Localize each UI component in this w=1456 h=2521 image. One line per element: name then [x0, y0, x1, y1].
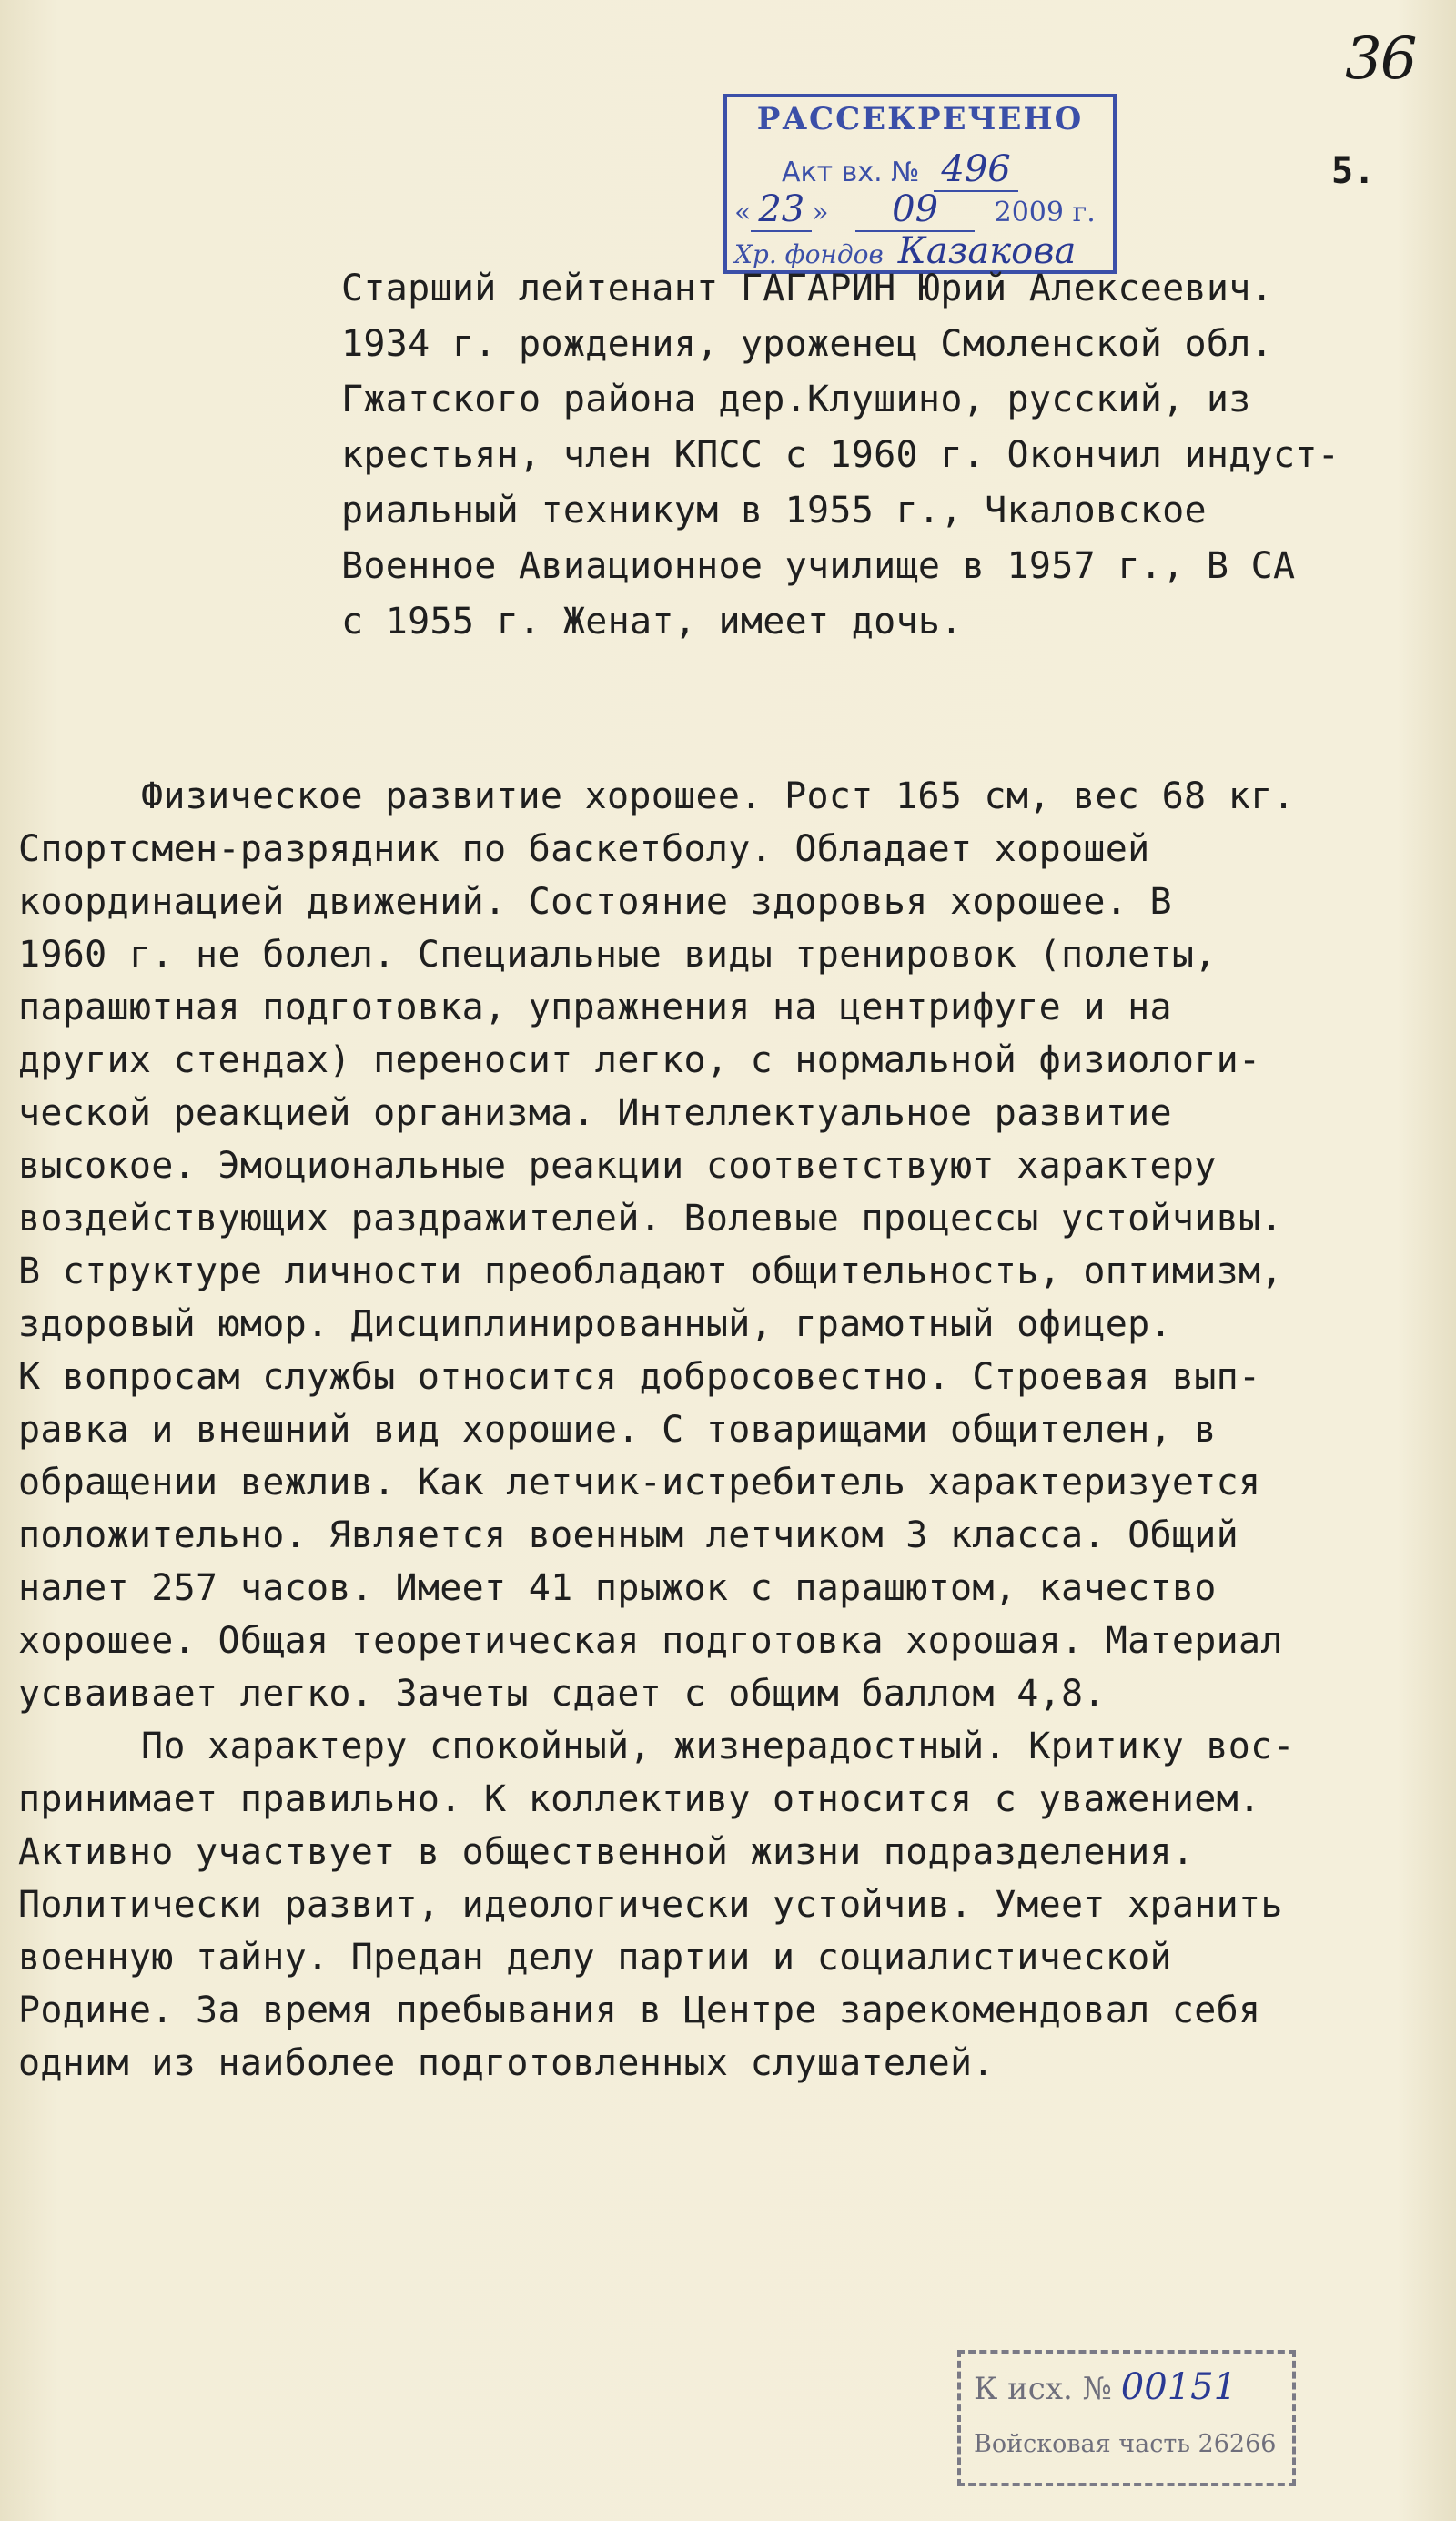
stamp-title: РАССЕКРЕЧЕНО	[756, 101, 1084, 137]
body-line: 1960 г. не болел. Специальные виды тренировок (полеты,	[18, 934, 1217, 976]
outgoing-number-row	[974, 2366, 1237, 2408]
stamp-act-row	[782, 148, 1018, 190]
header-line: Гжатского района дер.Клушино, русский, из	[341, 379, 1251, 420]
body-line: налет 257 часов. Имеет 41 прыжок с парашютом, качество	[18, 1567, 1217, 1609]
body-line: Спортсмен-разрядник по баскетболу. Обладает хорошей	[18, 828, 1150, 870]
stamp-date-close: »	[812, 197, 829, 228]
stamp-act-label: Акт вх. №	[782, 157, 920, 188]
body-line: здоровый юмор. Дисциплинированный, грамотный офицер.	[18, 1303, 1172, 1345]
body-line: В структуре личности преобладают общительность, оптимизм,	[18, 1250, 1283, 1292]
stamp-date-open: «	[734, 197, 752, 228]
body-line: Политически развит, идеологически устойчив. Умеет хранить	[18, 1884, 1283, 1926]
body-line: хорошее. Общая теоретическая подготовка хорошая. Материал	[18, 1620, 1283, 1662]
body-line: Родине. За время пребывания в Центре зарекомендовал себя	[18, 1989, 1261, 2031]
outgoing-number: 00151	[1120, 2366, 1238, 2408]
body-line: военную тайну. Предан делу партии и социалистической	[18, 1937, 1172, 1979]
body-line: других стендах) переносит легко, с нормальной физиологи-	[18, 1039, 1261, 1081]
stamp-month: 09	[855, 188, 975, 232]
body-line: К вопросам службы относится добросовестно. Строевая вып-	[18, 1356, 1261, 1398]
page-number: 5.	[1331, 150, 1376, 192]
body-line: положительно. Является военным летчиком 3 класса. Общий	[18, 1514, 1239, 1556]
outgoing-stamp	[957, 2350, 1296, 2486]
body-line: парашютная подготовка, упражнения на центрифуге и на	[18, 987, 1172, 1028]
header-line: Старший лейтенант ГАГАРИН Юрий Алексеевич.	[341, 268, 1274, 309]
body-line: Физическое развитие хорошее. Рост 165 см, вес 68 кг.	[141, 775, 1295, 817]
header-line: 1934 г. рождения, уроженец Смоленской обл.	[341, 323, 1274, 365]
body-line: высокое. Эмоциональные реакции соответствуют характеру	[18, 1145, 1217, 1187]
body-line: принимает правильно. К коллективу относится с уважением.	[18, 1778, 1261, 1820]
body-line: координацией движений. Состояние здоровья хорошее. В	[18, 881, 1172, 923]
body-line: По характеру спокойный, жизнерадостный. Критику вос-	[141, 1726, 1295, 1767]
header-line: крестьян, член КПСС с 1960 г. Окончил индуст-	[341, 434, 1340, 476]
stamp-keeper-signature: Казакова	[891, 230, 1084, 274]
stamp-keeper-row	[734, 230, 1083, 272]
body-line: ческой реакцией организма. Интеллектуальное развитие	[18, 1092, 1172, 1134]
stamp-keeper-label: Хр. фондов	[734, 239, 884, 269]
body-line: равка и внешний вид хорошие. С товарищами общителен, в	[18, 1409, 1217, 1451]
stamp-date-row	[734, 188, 1096, 230]
declassified-stamp	[723, 94, 1117, 274]
body-line: Активно участвует в общественной жизни подразделения.	[18, 1831, 1195, 1873]
header-line: риальный техникум в 1955 г., Чкаловское	[341, 490, 1207, 532]
military-unit-label: Войсковая часть 26266	[974, 2430, 1277, 2458]
archive-folio-number: 36	[1345, 25, 1416, 93]
stamp-act-number: 496	[934, 148, 1017, 192]
stamp-year: 2009 г.	[994, 197, 1096, 228]
body-line: одним из наиболее подготовленных слушателей.	[18, 2042, 995, 2084]
header-line: Военное Авиационное училище в 1957 г., В СА	[341, 545, 1296, 587]
body-line: обращении вежлив. Как летчик-истребитель характеризуется	[18, 1462, 1261, 1503]
body-line: усваивает легко. Зачеты сдает с общим баллом 4,8.	[18, 1673, 1106, 1715]
body-line: воздействующих раздражителей. Волевые процессы устойчивы.	[18, 1198, 1283, 1240]
header-line: с 1955 г. Женат, имеет дочь.	[341, 601, 963, 643]
stamp-day: 23	[751, 188, 812, 232]
outgoing-label: К исх. №	[974, 2371, 1112, 2407]
